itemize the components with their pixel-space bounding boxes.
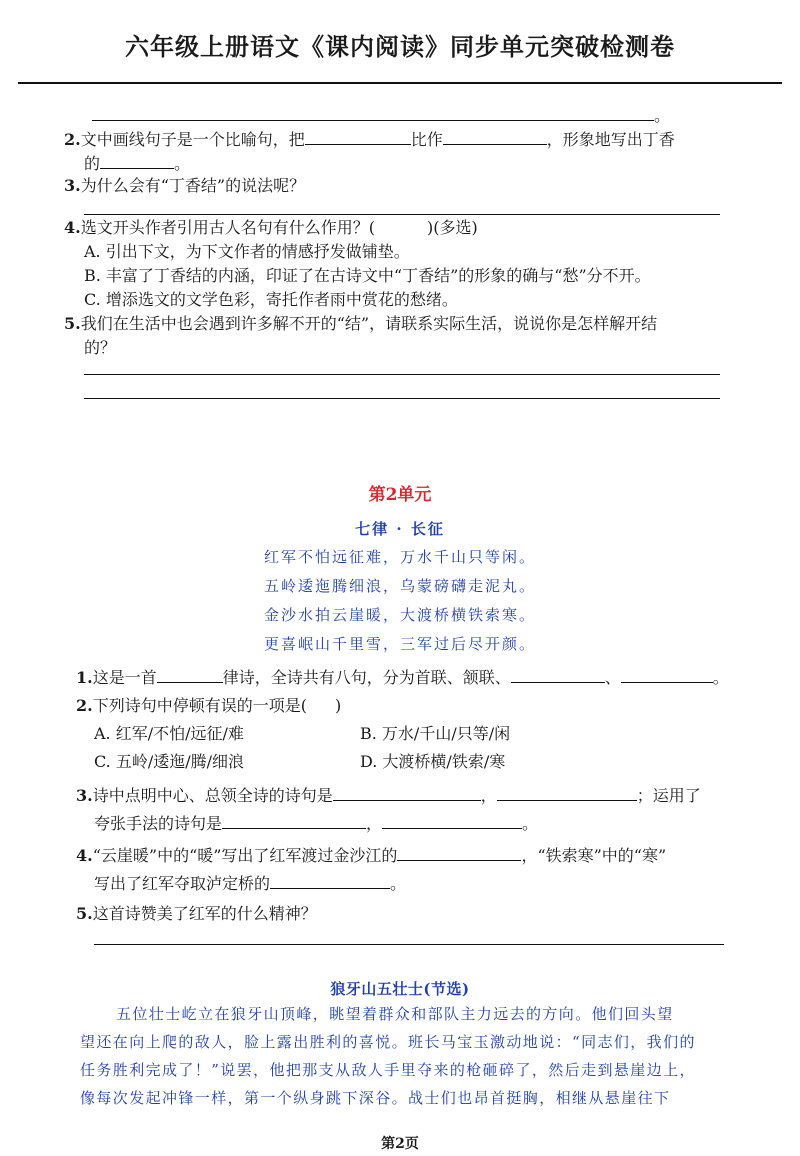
option[interactable]: D. 大渡桥横/铁索/寒 <box>360 752 506 771</box>
question-3 <box>64 174 305 198</box>
question-text: 。 <box>522 814 539 833</box>
question-4 <box>64 216 478 240</box>
answer-line[interactable] <box>84 214 720 215</box>
question-2-cont <box>84 150 190 176</box>
poem-title: 七律 · 长征 <box>355 520 445 538</box>
question-number: 3. <box>76 786 93 805</box>
question-5 <box>64 312 657 336</box>
question-number: 5. <box>76 904 93 923</box>
question-3-cont <box>94 810 538 836</box>
question-text: 诗中点明中心、总领全诗的诗句是 <box>92 786 333 805</box>
question-5 <box>76 902 317 926</box>
question-text: 比作 <box>410 130 443 149</box>
question-4-cont <box>94 870 406 896</box>
passage-line: 五位壮士屹立在狼牙山顶峰，眺望着群众和部队主力远去的方向。他们回头望 <box>116 1005 674 1023</box>
question-2 <box>76 694 341 718</box>
option[interactable]: C. 五岭/逶迤/腾/细浪 <box>94 752 245 771</box>
question-text: 这是一首 <box>92 668 157 687</box>
page-number: 第2页 <box>381 1136 419 1152</box>
question-text: ， <box>480 786 497 805</box>
question-4 <box>76 842 666 868</box>
answer-blank[interactable] <box>397 842 521 861</box>
question-text: 我们在生活中也会遇到许多解不开的“结”，请联系实际生活，说说你是怎样解开结 <box>80 314 658 333</box>
page-header <box>0 22 800 72</box>
question-text: “云崖暖”中的“暖”写出了红军渡过金沙江的 <box>92 846 398 865</box>
poem-line: 金沙水拍云崖暖，大渡桥横铁索寒。 <box>263 606 536 624</box>
answer-blank[interactable] <box>305 126 411 145</box>
answer-blank[interactable] <box>621 664 713 683</box>
question-text: ， <box>366 814 383 833</box>
question-text: 。 <box>390 874 407 893</box>
question-5-cont: 的？ <box>84 338 117 357</box>
question-text: 文中画线句子是一个比喻句，把 <box>80 130 305 149</box>
question-text: ，形象地写出丁香 <box>546 130 675 149</box>
question-text: ，“铁索寒”中的“寒” <box>521 846 667 865</box>
period: 。 <box>654 106 671 125</box>
question-text: 下列诗句中停顿有误的一项是( <box>92 696 307 715</box>
answer-blank[interactable] <box>497 782 637 801</box>
question-text: 写出了红军夺取泸定桥的 <box>94 874 271 893</box>
question-1 <box>76 664 729 690</box>
question-2 <box>64 126 675 152</box>
passage-line: 望还在向上爬的敌人，脸上露出胜利的喜悦。班长马宝玉激动地说：“同志们，我们的 <box>80 1033 696 1051</box>
answer-line[interactable] <box>84 374 720 375</box>
question-text: )(多选) <box>426 218 478 237</box>
answer-blank[interactable] <box>333 782 481 801</box>
question-text: 的 <box>84 154 101 173</box>
answer-blank[interactable] <box>100 150 174 169</box>
passage-line: 任务胜利完成了！”说罢，他把那支从敌人手里夺来的枪砸碎了，然后走到悬崖边上， <box>80 1061 696 1079</box>
poem-line: 红军不怕远征难，万水千山只等闲。 <box>263 548 536 566</box>
question-number: 5. <box>64 314 81 333</box>
question-text: 。 <box>174 154 191 173</box>
question-text: 为什么会有“丁香结”的说法呢？ <box>80 176 306 195</box>
question-text: ) <box>334 696 342 715</box>
question-3 <box>76 782 701 808</box>
passage-body <box>80 1000 730 1112</box>
passage-title: 狼牙山五壮士(节选) <box>330 980 470 998</box>
answer-blank[interactable] <box>443 126 547 145</box>
page-title: 六年级上册语文《课内阅读》同步单元突破检测卷 <box>125 33 675 61</box>
option[interactable]: B. 丰富了丁香结的内涵，印证了在古诗文中“丁香结”的形象的确与“愁”分不开。 <box>84 266 651 285</box>
option[interactable]: A. 红军/不怕/远征/难 <box>94 724 244 743</box>
question-number: 2. <box>76 696 93 715</box>
answer-blank[interactable] <box>222 810 366 829</box>
question-number: 4. <box>64 218 81 237</box>
question-number: 2. <box>64 130 81 149</box>
question-number: 4. <box>76 846 93 865</box>
answer-line[interactable] <box>92 120 654 121</box>
unit-title: 第2单元 <box>368 485 432 505</box>
answer-blank[interactable] <box>157 664 223 683</box>
question-text: 、 <box>604 668 621 687</box>
answer-blank[interactable] <box>270 870 390 889</box>
passage-line: 像每次发起冲锋一样，第一个纵身跳下深谷。战士们也昂首挺胸，相继从悬崖往下 <box>80 1089 671 1107</box>
answer-line[interactable] <box>84 398 720 399</box>
question-number: 3. <box>64 176 81 195</box>
question-text: 律诗，全诗共有八句，分为首联、颔联、 <box>222 668 511 687</box>
question-number: 1. <box>76 668 93 687</box>
poem-line: 更喜岷山千里雪，三军过后尽开颜。 <box>263 635 536 653</box>
question-text: ；运用了 <box>636 786 701 805</box>
answer-blank[interactable] <box>382 810 522 829</box>
option[interactable]: C. 增添选文的文学色彩，寄托作者雨中赏花的愁绪。 <box>84 290 458 309</box>
answer-blank[interactable] <box>511 664 605 683</box>
question-text: 选文开头作者引用古人名句有什么作用？( <box>80 218 375 237</box>
question-text: 。 <box>712 668 729 687</box>
question-text: 这首诗赞美了红军的什么精神？ <box>92 904 317 923</box>
answer-line[interactable] <box>94 944 724 945</box>
header-divider <box>18 82 782 84</box>
poem-line: 五岭逶迤腾细浪，乌蒙磅礴走泥丸。 <box>263 577 536 595</box>
question-text: 夸张手法的诗句是 <box>94 814 223 833</box>
option[interactable]: A. 引出下文，为下文作者的情感抒发做铺垫。 <box>84 242 410 261</box>
option[interactable]: B. 万水/千山/只等/闲 <box>360 724 511 743</box>
